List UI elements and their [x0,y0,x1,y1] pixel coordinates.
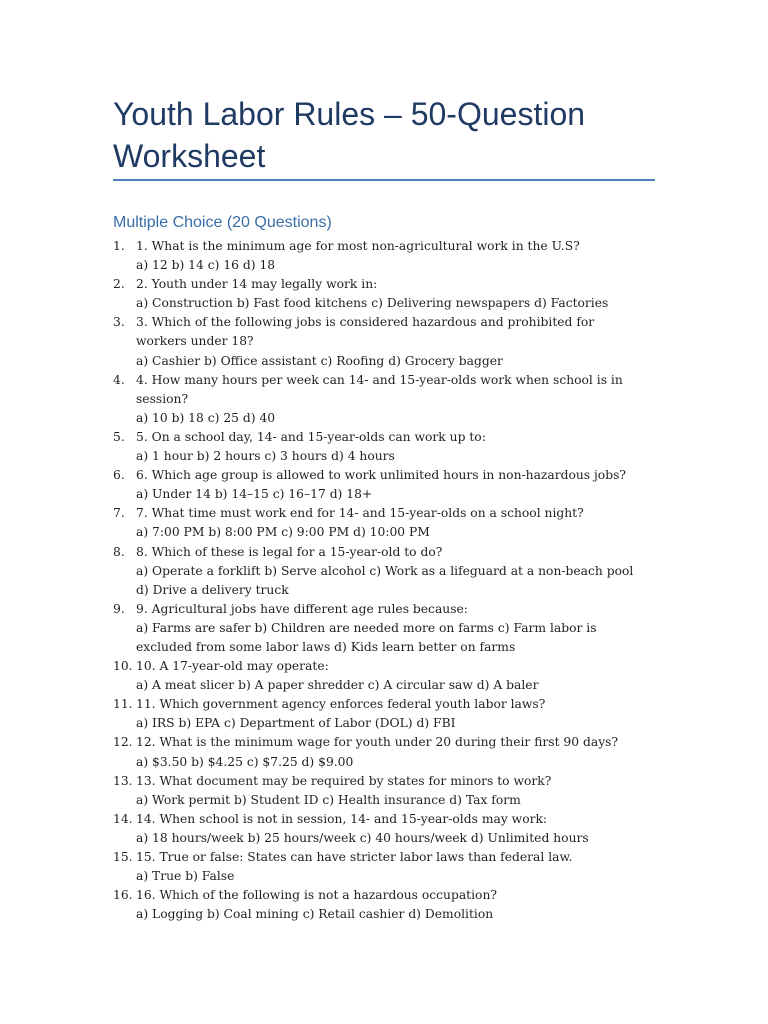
question-body [136,313,643,370]
question-body [136,657,643,695]
question-options: a) 1 hour b) 2 hours c) 3 hours d) 4 hours [136,449,395,464]
question-number: 12. [113,735,133,750]
question-item [113,810,643,848]
question-body [136,275,643,313]
question-options: a) 18 hours/week b) 25 hours/week c) 40 hours/week d) Unlimited hours [136,830,589,845]
question-text: 4. How many hours per week can 14- and 15-year-olds work when school is in session? [136,372,623,406]
question-item [113,466,643,504]
question-text: 6. Which age group is allowed to work unlimited hours in non-hazardous jobs? [136,468,626,483]
question-text: 16. Which of the following is not a hazardous occupation? [136,888,497,903]
question-number: 11. [113,697,133,712]
question-number: 13. [113,773,133,788]
question-body [136,848,643,886]
question-number: 4. [113,372,125,387]
question-options: a) Work permit b) Student ID c) Health insurance d) Tax form [136,792,521,807]
question-body [136,543,643,600]
question-body [136,600,643,657]
question-item [113,886,643,924]
question-item [113,275,643,313]
question-text: 10. A 17-year-old may operate: [136,659,329,674]
question-options: a) $3.50 b) $4.25 c) $7.25 d) $9.00 [136,754,354,769]
question-item [113,428,643,466]
question-text: 7. What time must work end for 14- and 15-year-olds on a school night? [136,506,584,521]
question-list [113,237,643,924]
question-options: a) Logging b) Coal mining c) Retail cashier d) Demolition [136,907,494,922]
question-text: 9. Agricultural jobs have different age rules because: [136,601,468,616]
question-options: a) Construction b) Fast food kitchens c) Delivering newspapers d) Factories [136,296,609,311]
question-body [136,695,643,733]
question-text: 14. When school is not in session, 14- and 15-year-olds may work: [136,811,548,826]
question-item [113,371,643,428]
question-item [113,504,643,542]
question-number: 9. [113,601,125,616]
question-item [113,543,643,600]
question-options: a) Cashier b) Office assistant c) Roofing d) Grocery bagger [136,353,503,368]
question-body [136,733,643,771]
question-item [113,657,643,695]
question-number: 3. [113,315,125,330]
question-item [113,848,643,886]
question-number: 7. [113,506,125,521]
question-number: 1. [113,239,125,253]
question-item [113,733,643,771]
question-options: a) Operate a forklift b) Serve alcohol c) Work as a lifeguard at a non-beach pool d) Drive a delivery truck [136,563,634,597]
question-text: 11. Which government agency enforces federal youth labor laws? [136,697,546,712]
question-text: 1. What is the minimum age for most non-agricultural work in the U.S? [136,239,580,253]
question-body [136,428,643,466]
section-heading: Multiple Choice (20 Questions) [113,214,332,231]
question-text: 12. What is the minimum wage for youth under 20 during their first 90 days? [136,735,619,750]
question-body [136,466,643,504]
question-options: a) 12 b) 14 c) 16 d) 18 [136,258,276,273]
question-options: a) Farms are safer b) Children are needed more on farms c) Farm labor is excluded from some labor laws d) Kids learn better on farms [136,620,597,654]
question-options: a) Under 14 b) 14–15 c) 16–17 d) 18+ [136,487,373,502]
question-number: 14. [113,811,133,826]
page-title: Youth Labor Rules – 50-Question Worksheet [113,96,586,174]
question-body [136,237,643,275]
question-item [113,600,643,657]
question-number: 2. [113,277,125,292]
question-options: a) True b) False [136,869,235,884]
question-text: 15. True or false: States can have stricter labor laws than federal law. [136,850,573,864]
question-options: a) IRS b) EPA c) Department of Labor (DOL) d) FBI [136,716,456,731]
question-options: a) A meat slicer b) A paper shredder c) A circular saw d) A baler [136,678,539,693]
question-body [136,886,643,924]
question-item [113,772,643,810]
question-item [113,695,643,733]
question-number: 6. [113,468,125,483]
question-text: 5. On a school day, 14- and 15-year-olds can work up to: [136,429,486,444]
question-item [113,313,643,370]
question-body [136,772,643,810]
question-text: 3. Which of the following jobs is considered hazardous and prohibited for workers under 18? [136,315,595,349]
question-text: 8. Which of these is legal for a 15-year-old to do? [136,544,443,559]
question-body [136,504,643,542]
title-divider [113,179,655,181]
question-number: 15. [113,850,133,864]
question-number: 16. [113,888,133,903]
question-body [136,371,643,428]
question-body [136,810,643,848]
question-number: 5. [113,429,125,444]
question-text: 13. What document may be required by states for minors to work? [136,773,552,788]
question-number: 10. [113,659,133,674]
question-number: 8. [113,544,125,559]
question-item [113,237,643,275]
question-options: a) 10 b) 18 c) 25 d) 40 [136,410,276,425]
question-text: 2. Youth under 14 may legally work in: [136,277,378,292]
question-options: a) 7:00 PM b) 8:00 PM c) 9:00 PM d) 10:00 PM [136,525,430,540]
